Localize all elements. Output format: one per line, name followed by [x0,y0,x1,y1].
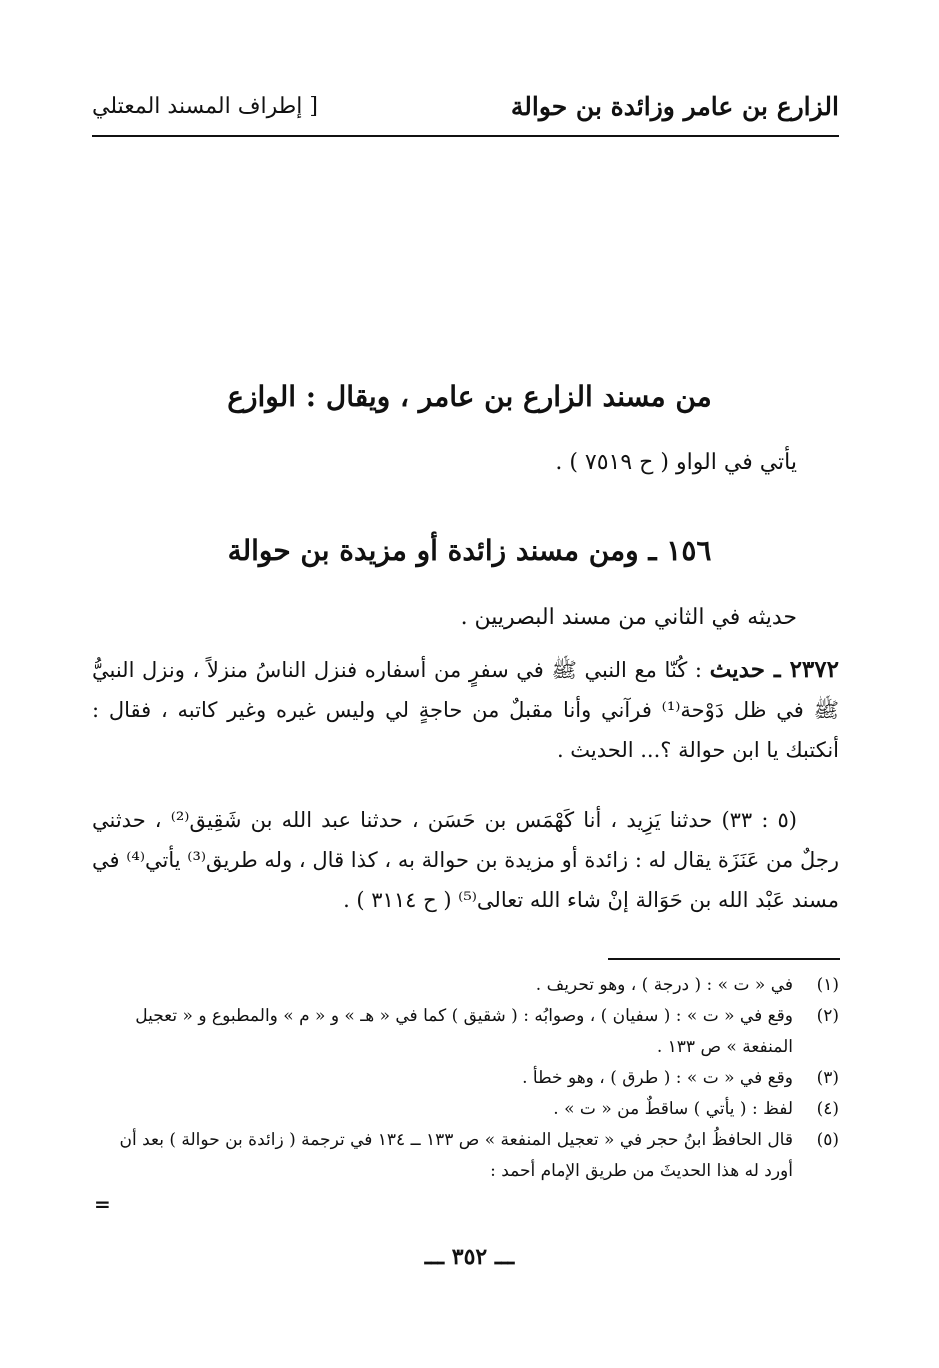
footnote-text: قال الحافظُ ابنُ حجر في « تعجيل المنفعة » ص ١٣٣ ــ ١٣٤ في ترجمة ( زائدة بن حوالة ) بعد أن أورد له هذا الحديثَ من طريق الإمام أحمد : [119,1130,793,1181]
footnote-number: (٤) [816,1099,839,1119]
section-title-zari: من مسند الزارع بن عامر ، ويقال : الوازع [227,380,712,413]
continuation-mark: = [94,1192,111,1216]
footnote-text: في « ت » : ( درجة ) ، وهو تحريف . [535,975,793,995]
footnote-item [92,1063,839,1094]
page-number: ـــ ٣٥٢ ـــ [424,1244,515,1270]
hadith-paragraph [92,650,839,770]
footnote-text: وقع في « ت » : ( طرق ) ، وهو خطأ . [522,1068,793,1088]
footnote-item [92,1094,839,1125]
footnote-item [92,970,839,1001]
footnote-text: لفظ : ( يأتي ) ساقطٌ من « ت » . [553,1099,793,1119]
footnote-rule [608,958,840,960]
isnad-paragraph: (٥ : ٣٣) حدثنا يَزِيد ، أنا كَهْمَس بن حَسَن ، حدثنا عبد الله بن شَقِيق⁽²⁾ ، حدثني رجلٌ من عَنَزَة يقال له : زائدة أو مزيدة بن حوالة به ، كذا قال ، وله طريق⁽³⁾ يأتي⁽⁴⁾ في مسند عَبْد الله بن حَوَالة إنْ شاء الله تعالى⁽⁵⁾ ( ح ٣١١٤ ) . [92,808,840,912]
section-title-zaida: ١٥٦ ـ ومن مسند زائدة أو مزيدة بن حوالة [227,534,712,567]
running-head-title: الزارع بن عامر وزائدة بن حوالة [510,92,839,121]
footnote-number: (٢) [816,1006,839,1026]
hadith-number: ٢٣٧٢ ـ حديث [709,656,839,683]
footnotes [92,970,839,1187]
cross-reference: يأتي في الواو ( ح ٧٥١٩ ) . [555,450,797,475]
footnote-number: (٣) [816,1068,839,1088]
footnote-item [92,1001,839,1063]
footnote-item [92,1125,839,1187]
footnote-number: (٥) [816,1130,839,1150]
footnote-text: وقع في « ت » : ( سفيان ) ، وصوابُه : ( شقيق ) كما في « هـ » و « م » والمطبوع و « تعجيل المنفعة » ص ١٣٣ . [135,1006,793,1057]
header-rule [92,135,839,137]
hadith-text: : كُنّا مع النبي ﷺ في سفرٍ من أسفاره فنزل الناسُ منزلاً ، ونزل النبيُّ ﷺ في ظل دَوْحة⁽¹⁾ فرآني وأنا مقبلٌ من حاجةٍ لي وليس غيره وغير كاتبه ، فقال : أنكتبك يا ابن حوالة ؟... الحديث . [92,658,839,762]
musnad-location-note: حديثه في الثاني من مسند البصريين . [460,605,797,630]
footnote-number: (١) [816,975,839,995]
running-head-book: [ إطراف المسند المعتلي [92,94,318,119]
